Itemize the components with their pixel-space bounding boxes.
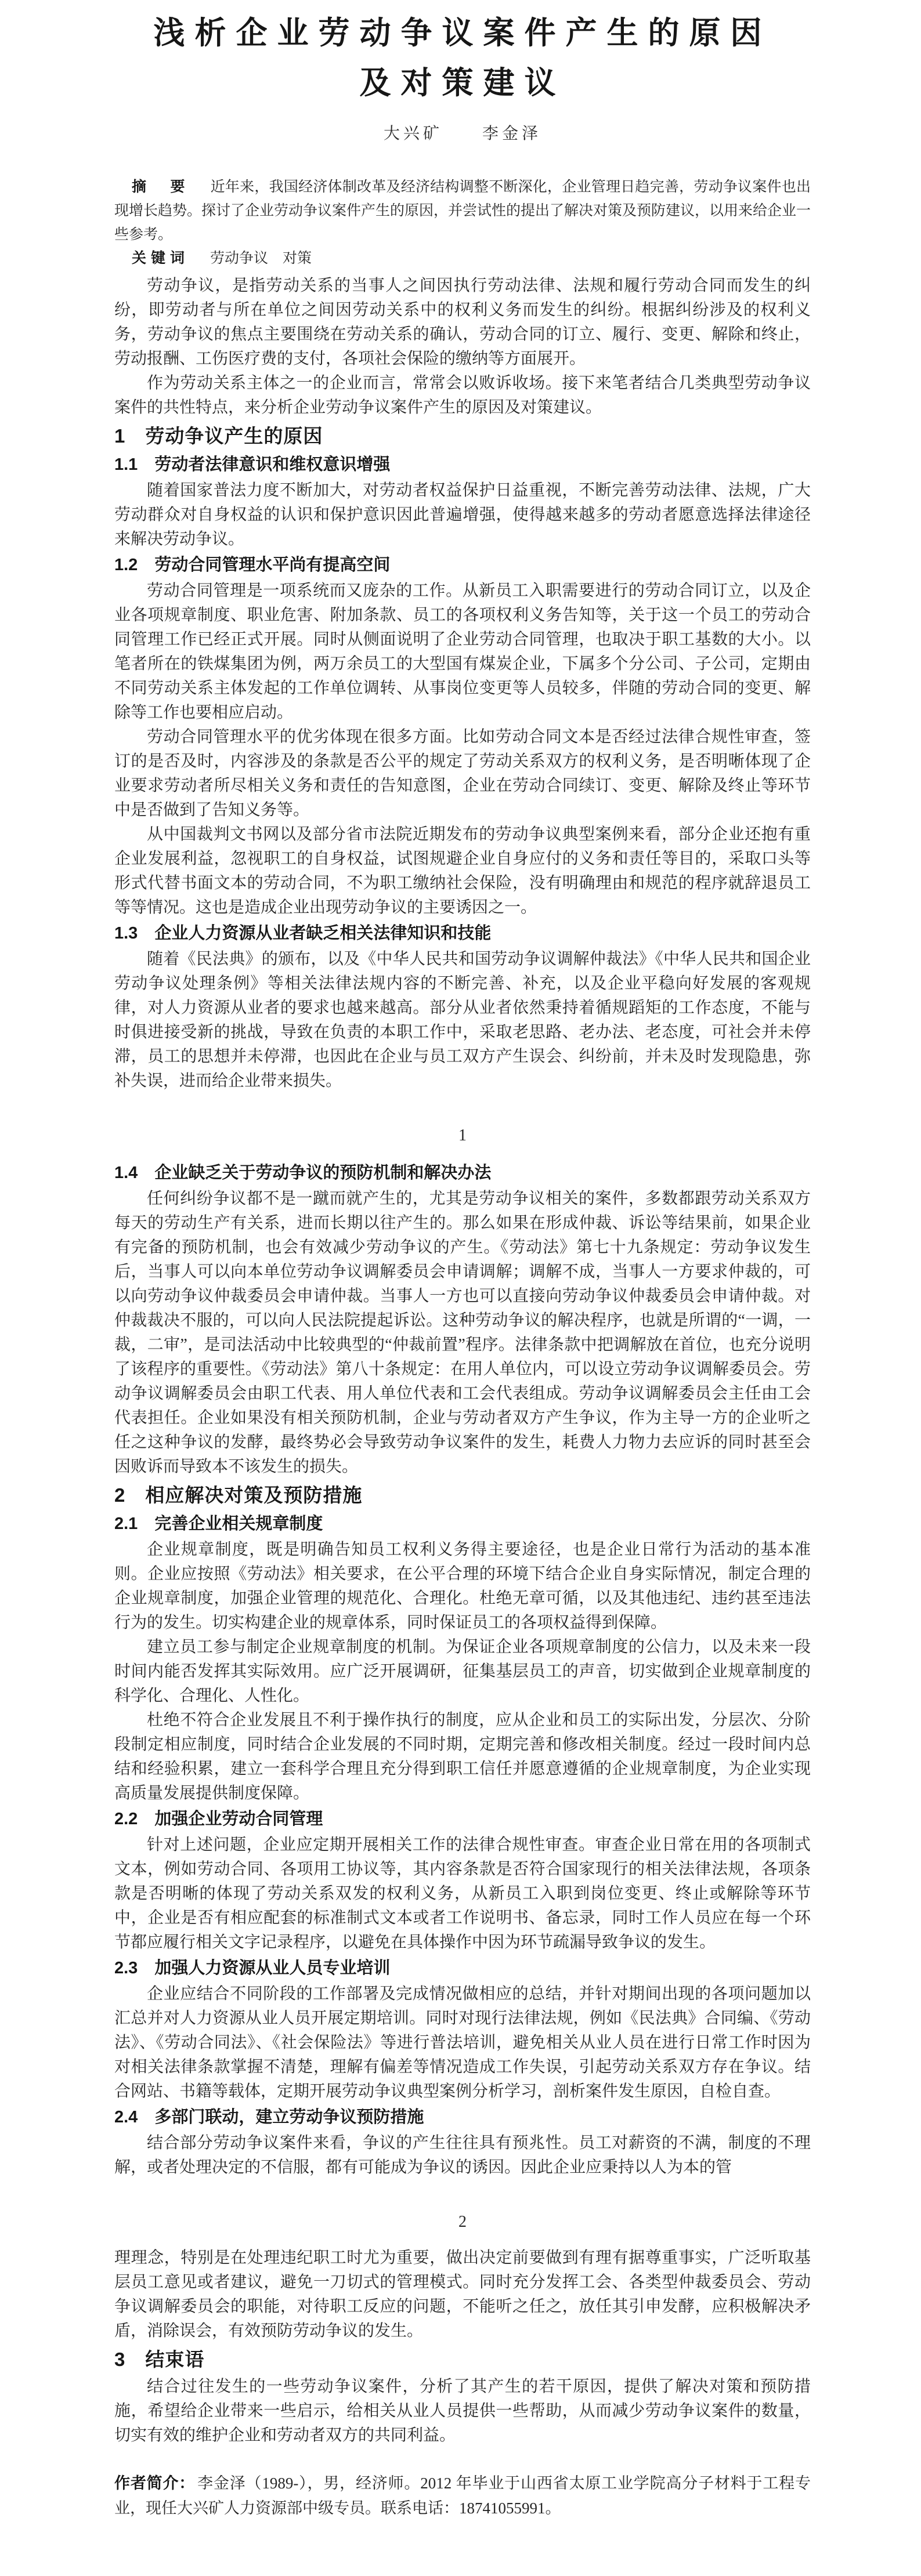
abstract-label: 摘 要 — [132, 179, 190, 195]
paragraph: 结合部分劳动争议案件来看，争议的产生往往具有预兆性。员工对薪资的不满，制度的不理解，或者处理决定的不信服，都有可能成为争议的诱因。因此企业应秉持以人为本的管 — [114, 2134, 811, 2176]
abstract-text: 近年来，我国经济体制改革及经济结构调整不断深化，企业管理日趋完善，劳动争议案件也出现增长趋势。探讨了企业劳动争议案件产生的原因，并尝试性的提出了解决对策及预防建议，以用来给企业一些参考。 — [114, 179, 811, 242]
subsection-heading-2-4: 2.4 多部门联动，建立劳动争议预防措施 — [114, 2108, 424, 2126]
paragraph: 随着《民法典》的颁布，以及《中华人民共和国劳动争议调解仲裁法》《中华人民共和国企业劳动争议处理条例》等相关法律法规内容的不断完善、补充，以及企业平稳向好发展的客观规律，对人力资源从业者的要求也越来越高。部分从业者依然秉持着循规蹈矩的工作态度，不能与时俱进接受新的挑战，导致在负责的本职工作中，采取老思路、老办法、老态度，可社会并未停滞，员工的思想并未停滞，也因此在企业与员工双方产生误会、纠纷前，并未及时发现隐患，弥补失误，进而给企业带来损失。 — [114, 950, 811, 1090]
subsection-heading-2-3: 2.3 加强人力资源从业人员专业培训 — [114, 1959, 391, 1977]
subsection-heading-1-4: 1.4 企业缺乏关于劳动争议的预防机制和解决办法 — [114, 1164, 492, 1182]
paragraph: 杜绝不符合企业发展且不利于操作执行的制度，应从企业和员工的实际出发，分层次、分阶段制定相应制度，同时结合企业发展的不同时期，定期完善和修改相关制度。经过一段时间内总结和经验积累，建立一套科学合理且充分得到职工信任并愿意遵循的企业规章制度，为企业实现高质量发展提供制度保障。 — [114, 1711, 811, 1802]
author-bio-text: 李金泽（1989-），男，经济师。2012 年毕业于山西省太原工业学院高分子材料于工程专业，现任大兴矿人力资源部中级专员。联系电话：18741055991。 — [114, 2474, 811, 2517]
document-body — [114, 274, 811, 2521]
paragraph: 针对上述问题，企业应定期开展相关工作的法律合规性审查。审查企业日常在用的各项制式文本，例如劳动合同、各项用工协议等，其内容条款是否符合国家现行的相关法律法规，各项条款是否明晰的体现了劳动关系双发的权利义务，从新员工入职到岗位变更、终止或解除等环节中，企业是否有相应配套的标准制式文本或者工作说明书、备忘录，同时工作人员应在每一个环节都应履行相关文字记录程序，以避免在具体操作中因为环节疏漏导致争议的发生。 — [114, 1836, 811, 1951]
page-number-1: 1 — [458, 1126, 467, 1144]
subsection-heading-1-1: 1.1 劳动者法律意识和维权意识增强 — [114, 455, 391, 474]
paragraph: 作为劳动关系主体之一的企业而言，常常会以败诉收场。接下来笔者结合几类典型劳动争议案件的共性特点，来分析企业劳动争议案件产生的原因及对策建议。 — [114, 374, 811, 416]
section-heading-3: 3 结束语 — [114, 2349, 205, 2370]
paragraph: 劳动合同管理是一项系统而又庞杂的工作。从新员工入职需要进行的劳动合同订立，以及企业各项规章制度、职业危害、附加条款、员工的各项权利义务告知等，关于这一个员工的劳动合同管理工作已经正式开展。同时从侧面说明了企业劳动合同管理，也取决于职工基数的大小。以笔者所在的铁煤集团为例，两万余员工的大型国有煤炭企业，下属多个分公司、子公司，定期由不同劳动关系主体发起的工作单位调转、从事岗位变更等人员较多，伴随的劳动合同的变更、解除等工作也要相应启动。 — [114, 582, 811, 722]
paragraph: 任何纠纷争议都不是一蹴而就产生的，尤其是劳动争议相关的案件，多数都跟劳动关系双方每天的劳动生产有关系，进而长期以往产生的。那么如果在形成仲裁、诉讼等结果前，如果企业有完备的预防机制，也会有效减少劳动争议的产生。《劳动法》第七十九条规定：劳动争议发生后，当事人可以向本单位劳动争议调解委员会申请调解；调解不成，当事人一方要求仲裁的，可以向劳动争议仲裁委员会申请仲裁。当事人一方也可以直接向劳动争议仲裁委员会申请仲裁。对仲裁裁决不服的，可以向人民法院提起诉讼。这种劳动争议的解决程序，也就是所谓的“一调，一裁，二审”，是司法活动中比较典型的“仲裁前置”程序。法律条款中把调解放在首位，也充分说明了该程序的重要性。《劳动法》第八十条规定：在用人单位内，可以设立劳动争议调解委员会。劳动争议调解委员会由职工代表、用人单位代表和工会代表组成。劳动争议调解委员会主任由工会代表担任。企业如果没有相关预防机制，企业与劳动者双方产生争议，作为主导一方的企业听之任之这种争议的发酵，最终势必会导致劳动争议案件的发生，耗费人力物力去应诉的同时甚至会因败诉而导致本不该发生的损失。 — [114, 1190, 811, 1476]
author-bio — [114, 2471, 811, 2521]
paragraph: 从中国裁判文书网以及部分省市法院近期发布的劳动争议典型案例来看，部分企业还抱有重企业发展利益，忽视职工的自身权益，试图规避企业自身应付的义务和责任等目的，采取口头等形式代替书面文本的劳动合同，不为职工缴纳社会保险，没有明确理由和规范的程序就辞退员工等等情况。这也是造成企业出现劳动争议的主要诱因之一。 — [114, 825, 811, 916]
subsection-heading-1-2: 1.2 劳动合同管理水平尚有提高空间 — [114, 556, 391, 574]
abstract-paragraph — [114, 175, 811, 247]
keywords-label: 关键词 — [132, 250, 190, 266]
keywords-text: 劳动争议 对策 — [210, 251, 312, 266]
authors-line: 大兴矿 李金泽 — [383, 125, 541, 143]
keywords-line — [114, 247, 811, 270]
subsection-heading-2-2: 2.2 加强企业劳动合同管理 — [114, 1810, 323, 1828]
section-heading-2: 2 相应解决对策及预防措施 — [114, 1484, 363, 1506]
paragraph: 劳动争议，是指劳动关系的当事人之间因执行劳动法律、法规和履行劳动合同而发生的纠纷，即劳动者与所在单位之间因劳动关系中的权利义务而发生的纠纷。根据纠纷涉及的权利义务，劳动争议的焦点主要围绕在劳动关系的确认，劳动合同的订立、履行、变更、解除和终止，劳动报酬、工伤医疗费的支付，各项社会保险的缴纳等方面展开。 — [114, 277, 811, 368]
paper-title-line2: 及对策建议 — [359, 66, 566, 100]
paragraph: 企业应结合不同阶段的工作部署及完成情况做相应的总结，并针对期间出现的各项问题加以汇总并对人力资源从业人员开展定期培训。同时对现行法律法规，例如《民法典》合同编、《劳动法》、《劳动合同法》、《社会保险法》等进行普法培训，避免相关从业人员在进行日常工作时因为对相关法律条款掌握不清楚，理解有偏差等情况造成工作失误，引起劳动关系双方存在争议。结合网站、书籍等载体，定期开展劳动争议典型案例分析学习，剖析案件发生原因，自检自查。 — [114, 1985, 811, 2100]
paper-title — [114, 8, 811, 108]
paragraph: 企业规章制度，既是明确告知员工权利义务得主要途径，也是企业日常行为活动的基本准则。企业应按照《劳动法》相关要求，在公平合理的环境下结合企业自身实际情况，制定合理的企业规章制度，加强企业管理的规范化、合理化。杜绝无章可循，以及其他违纪、违约甚至违法行为的发生。切实构建企业的规章体系，同时保证员工的各项权益得到保障。 — [114, 1541, 811, 1632]
author-bio-label: 作者简介： — [114, 2474, 196, 2492]
page-number-2: 2 — [458, 2213, 467, 2231]
section-heading-1: 1 劳动争议产生的原因 — [114, 425, 323, 447]
paragraph: 建立员工参与制定企业规章制度的机制。为保证企业各项规章制度的公信力，以及未来一段时间内能否发挥其实际效用。应广泛开展调研，征集基层员工的声音，切实做到企业规章制度的科学化、合理化、人性化。 — [114, 1638, 811, 1705]
abstract-section — [114, 175, 811, 270]
subsection-heading-2-1: 2.1 完善企业相关规章制度 — [114, 1515, 323, 1533]
subsection-heading-1-3: 1.3 企业人力资源从业者缺乏相关法律知识和技能 — [114, 924, 492, 943]
paragraph-continuation: 理理念，特别是在处理违纪职工时尤为重要，做出决定前要做到有理有据尊重事实，广泛听取基层员工意见或者建议，避免一刀切式的管理模式。同时充分发挥工会、各类型仲裁委员会、劳动争议调解委员会的职能，对待职工反应的问题，不能听之任之，放任其引申发酵，应积极解决矛盾，消除误会，有效预防劳动争议的发生。 — [114, 2249, 811, 2340]
paragraph: 结合过往发生的一些劳动争议案件，分析了其产生的若干原因，提供了解决对策和预防措施，希望给企业带来一些启示，给相关从业人员提供一些帮助，从而减少劳动争议案件的数量，切实有效的维护企业和劳动者双方的共同利益。 — [114, 2378, 811, 2444]
paragraph: 随着国家普法力度不断加大，对劳动者权益保护日益重视，不断完善劳动法律、法规，广大劳动群众对自身权益的认识和保护意识因此普遍增强，使得越来越多的劳动者愿意选择法律途径来解决劳动争议。 — [114, 481, 811, 548]
paper-title-line1: 浅析企业劳动争议案件产生的原因 — [153, 16, 772, 50]
paragraph: 劳动合同管理水平的优劣体现在很多方面。比如劳动合同文本是否经过法律合规性审查，签订的是否及时，内容涉及的条款是否公平的规定了劳动关系双方的权利义务，是否明晰体现了企业要求劳动者所尽相关义务和责任的告知意图，企业在劳动合同续订、变更、解除及终止等环节中是否做到了告知义务等。 — [114, 728, 811, 819]
